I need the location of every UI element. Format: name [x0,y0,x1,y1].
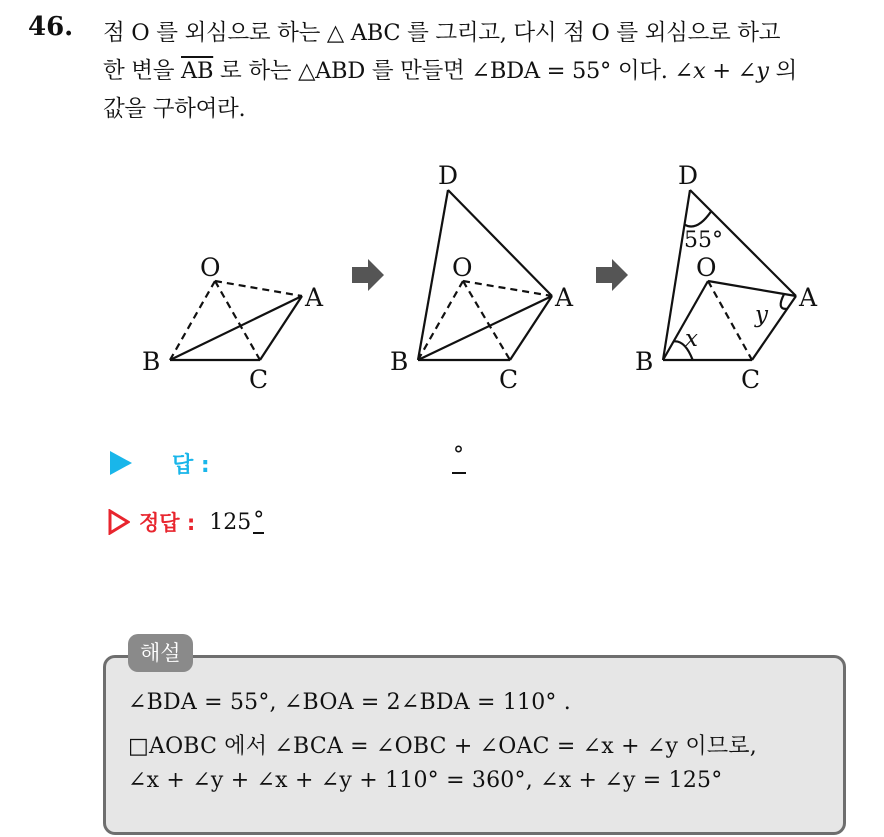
segment-ab: $\overline{AB}$ [181,58,214,84]
figure-svg [0,150,884,410]
fig3-label-d: D [678,161,699,190]
fig3-label-x: x [685,326,698,352]
fig3-label-y: y [755,302,768,328]
fig3-label-c: C [741,365,761,394]
fig2-label-o: O [452,253,473,282]
outline-triangle-icon [108,509,130,535]
arrow-icon [596,259,628,291]
fig3-label-a: A [799,283,818,312]
solution-row [108,507,264,537]
question-line-2-part: 한 변을 [103,58,182,84]
fig2-label-b: B [390,347,409,376]
play-icon [110,451,132,475]
explanation-line-2: □AOBC 에서 ∠BCA = ∠OBC + ∠OAC = ∠x + ∠y 이므로, [128,734,757,759]
arrow-icon [352,259,384,291]
question-number: 46. [28,12,74,42]
question-line-1: 점 O 를 외심으로 하는 △ ABC 를 그리고, 다시 점 O 를 외심으로 하고 [103,20,781,46]
fig3-label-o: O [696,253,717,282]
question-line-2-part: 의 [768,58,797,84]
solution-value: 125 [209,509,252,535]
question-line-2-part: 로 하는 △ABD 를 만들면 ∠BDA = 55° 이다. ∠ [213,58,693,84]
fig2-label-a: A [555,283,574,312]
fig1-label-o: O [200,253,221,282]
fig1-oa [215,281,302,296]
fig1-label-b: B [142,347,161,376]
answer-blank-line [452,472,466,474]
fig3-arc-y [781,294,787,309]
var-y: y [756,58,769,84]
fig1-label-c: C [249,365,269,394]
question-line-3: 값을 구하여라. [103,96,246,122]
fig1-label-a: A [305,283,324,312]
fig3-oc [708,281,752,360]
fig2-label-c: C [499,365,519,394]
solution-unit: ° [253,508,265,533]
solution-label: 정답 : [139,511,196,535]
explanation-line-3: ∠x + ∠y + ∠x + ∠y + 110° = 360°, ∠x + ∠y = 125° [128,768,723,793]
explanation-line-1: ∠BDA = 55°, ∠BOA = 2∠BDA = 110° . [128,690,572,715]
var-x: x [692,58,706,84]
question-text [103,14,863,128]
fig3-label-b: B [635,347,654,376]
answer-unit: ° [453,443,464,468]
fig3-arc-d [684,211,711,226]
fig2-label-d: D [438,161,459,190]
answer-row [110,448,210,478]
explanation-tab: 해설 [128,634,193,672]
question-line-2-part: + ∠ [705,58,757,84]
answer-label: 답 : [172,452,210,478]
fig3-label-angle-55: 55° [684,228,723,253]
question-line-2 [103,52,863,90]
geometry-figure [0,150,884,410]
